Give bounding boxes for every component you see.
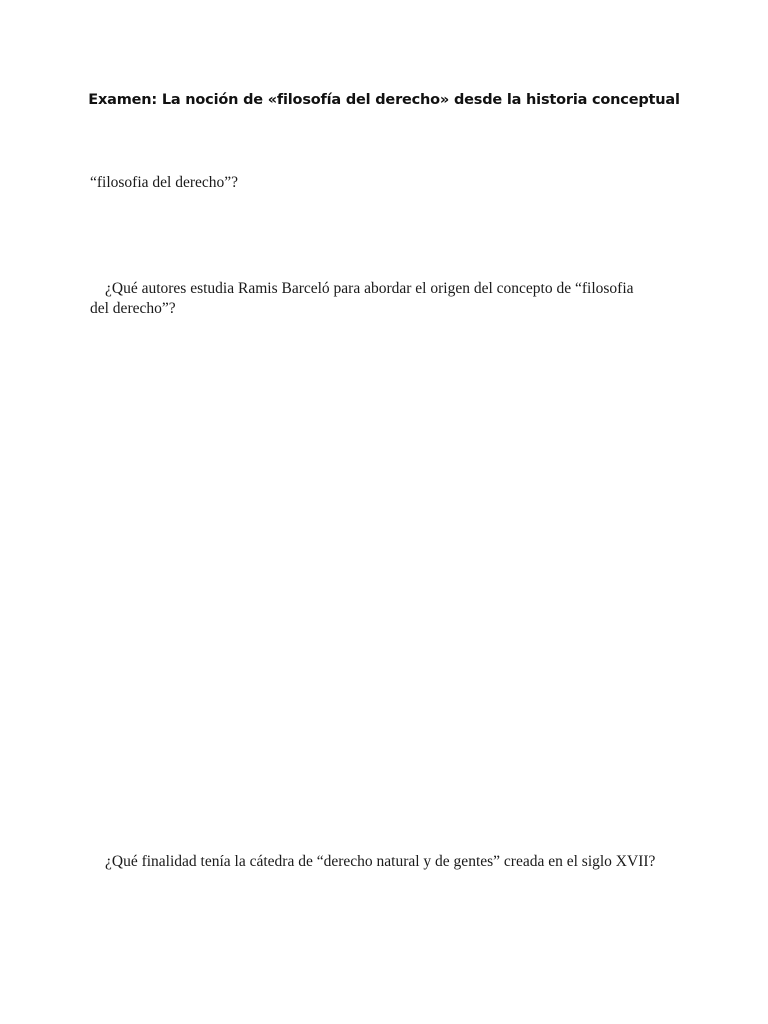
question-fragment: “filosofia del derecho”?	[90, 174, 239, 191]
question-authors: ¿Qué autores estudia Ramis Barceló para abordar el origen del concepto de “filosofia del derecho”?	[90, 280, 634, 317]
question-chair-purpose: ¿Qué finalidad tenía la cátedra de “derecho natural y de gentes” creada en el siglo XVII?	[105, 853, 656, 870]
document-title: Examen: La noción de «filosofía del derecho» desde la historia conceptual	[88, 92, 680, 108]
